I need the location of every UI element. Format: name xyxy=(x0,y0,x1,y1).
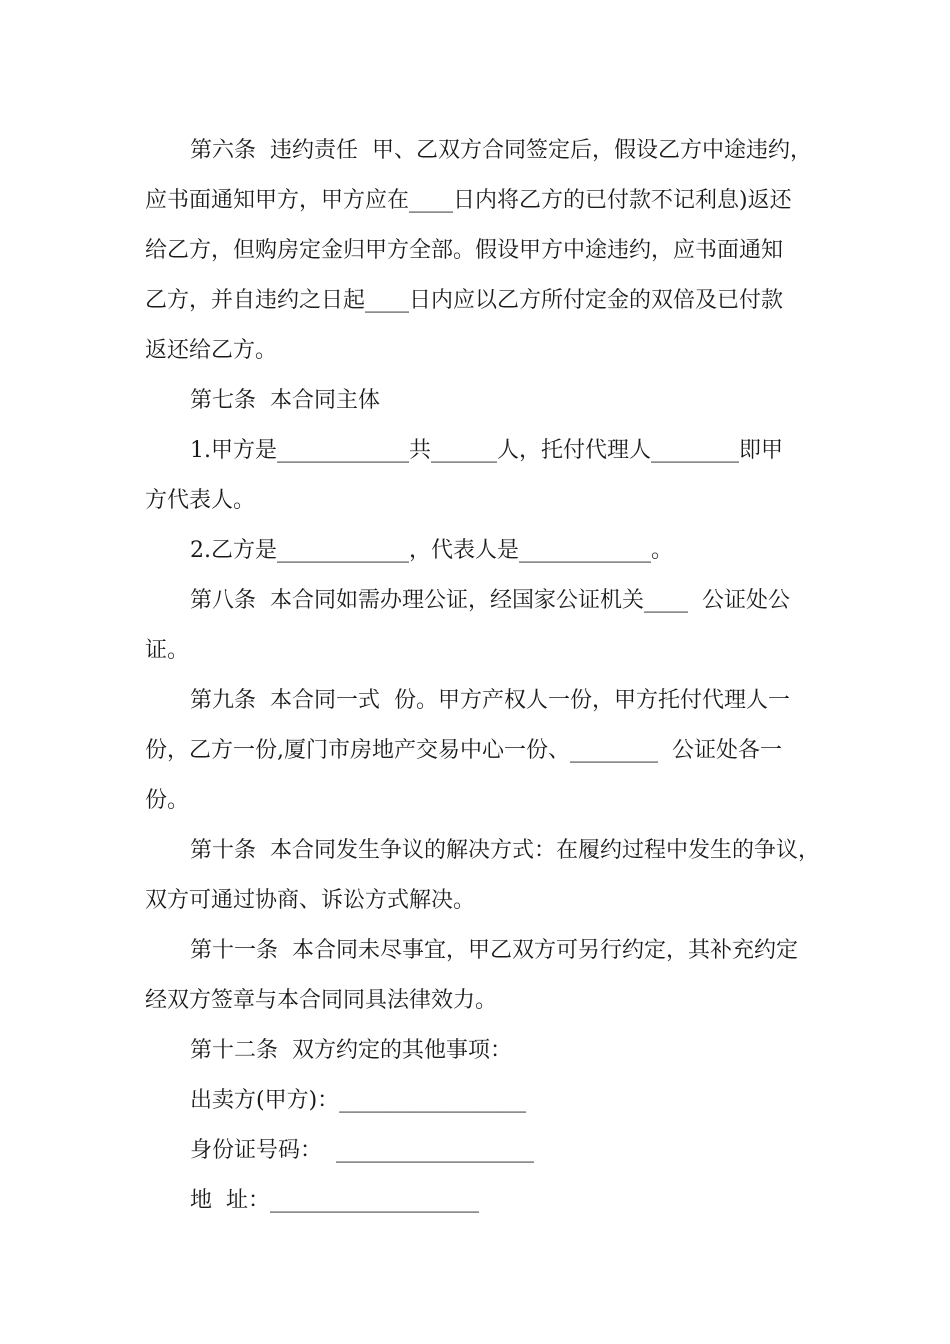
text-line: 证。 xyxy=(145,638,190,663)
text-line: 返还给乙方。 xyxy=(145,338,278,363)
text-line: 给乙方，但购房定金归甲方全部。假设甲方中途违约，应书面通知 xyxy=(145,238,784,263)
section-heading: 第十二条 双方约定的其他事项： xyxy=(190,1038,512,1063)
text-line: 经双方签章与本合同同具法律效力。 xyxy=(145,988,498,1013)
id-number-field: 身份证号码： __________________ xyxy=(190,1138,534,1163)
text-line: 第八条 本合同如需办理公证，经国家公证机关____ 公证处公 xyxy=(190,588,790,613)
text-line: 方代表人。 xyxy=(145,488,256,513)
text-line: 份。 xyxy=(145,788,190,813)
seller-field: 出卖方(甲方)：_________________ xyxy=(190,1088,527,1113)
text-line: 份，乙方一份,厦门市房地产交易中心一份、________ 公证处各一 xyxy=(145,738,782,763)
text-line: 应书面通知甲方，甲方应在____日内将乙方的已付款不记利息)返还 xyxy=(145,188,792,213)
text-line: 2.乙方是____________，代表人是____________。 xyxy=(190,538,673,563)
text-line: 乙方，并自违约之日起____日内应以乙方所付定金的双倍及已付款 xyxy=(145,288,784,313)
section-heading: 第七条 本合同主体 xyxy=(190,388,380,413)
text-line: 第十条 本合同发生争议的解决方式：在履约过程中发生的争议， xyxy=(190,838,820,863)
text-line: 第九条 本合同一式 份。甲方产权人一份，甲方托付代理人一 xyxy=(190,688,790,713)
text-line: 1.甲方是____________共______人，托付代理人________即甲 xyxy=(190,438,783,463)
text-line: 双方可通过协商、诉讼方式解决。 xyxy=(145,888,476,913)
text-line: 第六条 违约责任 甲、乙双方合同签定后，假设乙方中途违约， xyxy=(190,138,812,163)
address-field: 地 址：___________________ xyxy=(190,1188,479,1213)
text-line: 第十一条 本合同未尽事宜，甲乙双方可另行约定，其补充约定 xyxy=(190,938,798,963)
